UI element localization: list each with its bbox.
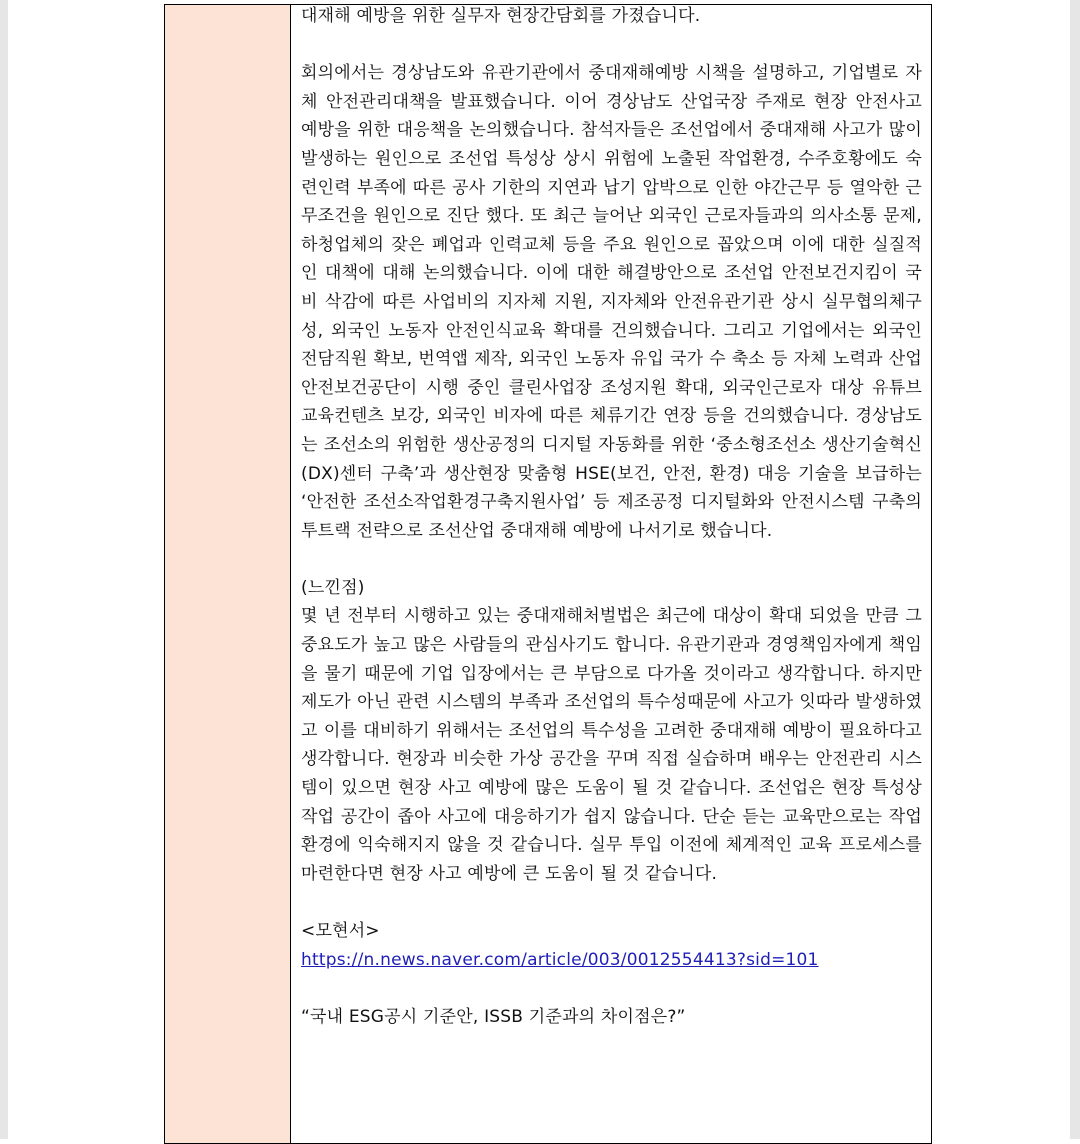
intro-tail-paragraph: 대재해 예방을 위한 실무자 현장간담회를 가졌습니다. (301, 6, 701, 26)
label-cell (165, 5, 291, 1143)
content-text (301, 2, 922, 1031)
author-tag: <모현서> (301, 921, 380, 941)
meeting-paragraph: 회의에서는 경상남도와 유관기관에서 중대재해예방 시책을 설명하고, 기업별로 자체 안전관리대책을 발표했습니다. 이어 경상남도 산업국장 주재로 현장 안전사고 예방을 위한 대응책을 논의했습니다. 참석자들은 조선업에서 중대재해 사고가 많이 발생하는 원인으로 조선업 특성상 상시 위험에 노출된 작업환경, 수주호황에도 숙련인력 부족에 따른 공사 기한의 지연과 납기 압박으로 인한 야간근무 등 열악한 근무조건을 원인으로 진단 했다. 또 최근 늘어난 외국인 근로자들과의 의사소통 문제, 하청업체의 잦은 폐업과 인력교체 등을 주요 원인으로 꼽았으며 이에 대한 실질적인 대책에 대해 논의했습니다. 이에 대한 해결방안으로 조선업 안전보건지킴이 국비 삭감에 따른 사업비의 지자체 지원, 지자체와 안전유관기관 상시 실무협의체구성, 외국인 노동자 안전인식교육 확대를 건의했습니다. 그리고 기업에서는 외국인 전담직원 확보, 번역앱 제작, 외국인 노동자 유입 국가 수 축소 등 자체 노력과 산업안전보건공단이 시행 중인 클린사업장 조성지원 확대, 외국인근로자 대상 유튜브 교육컨텐츠 보강, 외국인 비자에 따른 체류기간 연장 등을 건의했습니다. 경상남도는 조선소의 위험한 생산공정의 디지털 자동화를 위한 ‘중소형조선소 생산기술혁신(DX)센터 구축’과 생산현장 맞춤형 HSE(보건, 안전, 환경) 대응 기술을 보급하는 ‘안전한 조선소작업환경구축지원사업’ 등 제조공정 디지털화와 안전시스템 구축의 투트랙 전략으로 조선산업 중대재해 예방에 나서기로 했습니다. (301, 63, 922, 541)
document-table (164, 4, 932, 1144)
content-cell[interactable] (292, 5, 931, 1143)
feelings-heading: (느낀점) (301, 577, 365, 598)
page-edge-right (1070, 0, 1080, 1139)
page-edge-left (0, 0, 8, 1139)
article-link[interactable]: https://n.news.naver.com/article/003/0012554413?sid=101 (301, 949, 819, 970)
feelings-paragraph: 몇 년 전부터 시행하고 있는 중대재해처벌법은 최근에 대상이 확대 되었을 만큼 그 중요도가 높고 많은 사람들의 관심사기도 합니다. 유관기관과 경영책임자에게 책임을 물기 때문에 기업 입장에서는 큰 부담으로 다가올 것이라고 생각합니다. 하지만 제도가 아닌 관련 시스템의 부족과 조선업의 특수성때문에 사고가 잇따라 발생하였고 이를 대비하기 위해서는 조선업의 특수성을 고려한 중대재해 예방이 필요하다고 생각합니다. 현장과 비슷한 가상 공간을 꾸며 직접 실습하며 배우는 안전관리 시스템이 있으면 현장 사고 예방에 많은 도움이 될 것 같습니다. 조선업은 현장 특성상 작업 공간이 좁아 사고에 대응하기가 쉽지 않습니다. 단순 듣는 교육만으로는 작업 환경에 익숙해지지 않을 것 같습니다. 실무 투입 이전에 체계적인 교육 프로세스를 마련한다면 현장 사고 예방에 큰 도움이 될 것 같습니다. (301, 606, 922, 884)
article-title: “국내 ESG공시 기준안, ISSB 기준과의 차이점은?” (301, 1006, 686, 1027)
